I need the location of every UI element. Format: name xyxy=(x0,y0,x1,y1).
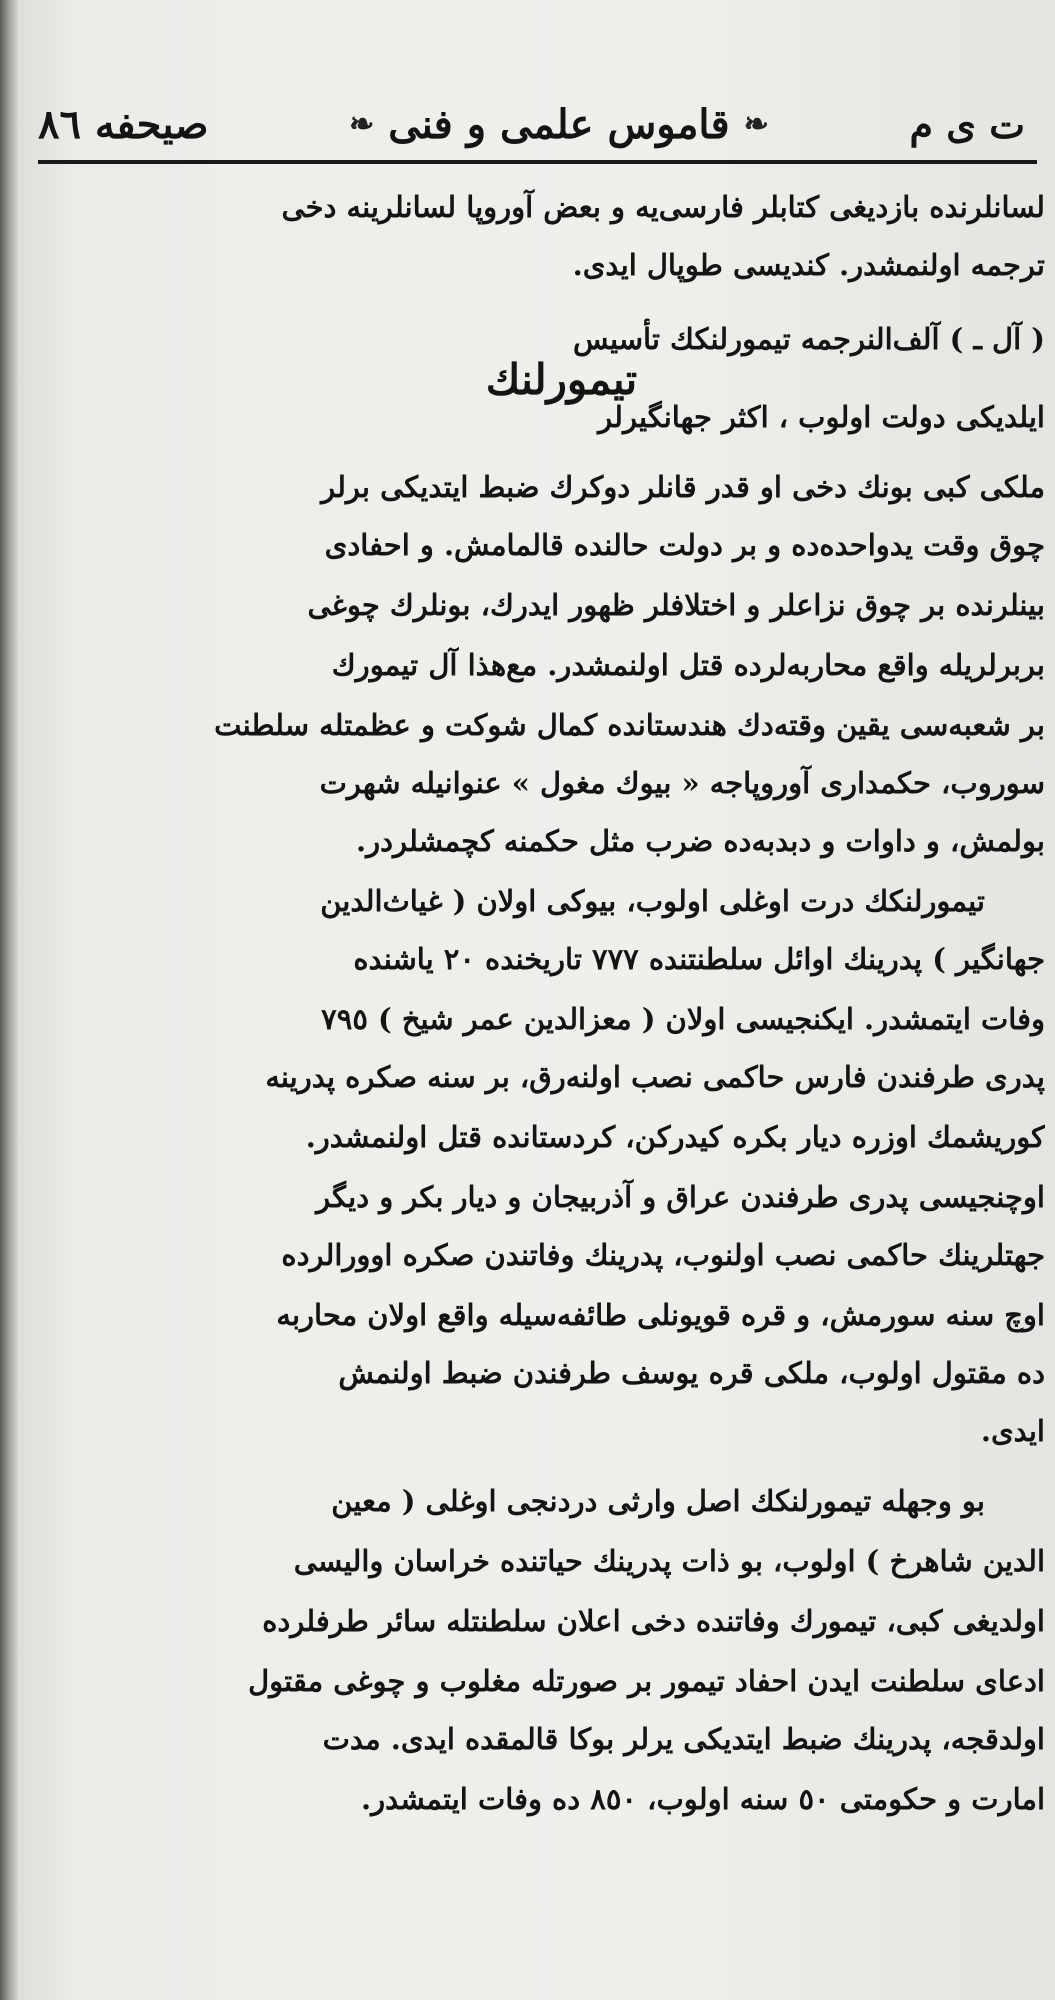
text-line: وفات ایتمشدر. ایکنجیسی اولان ( معزالدین عمر شیخ ) ٧٩٥ xyxy=(321,1002,1045,1036)
text-line: بولمش، و داوات و دبدبه‌ده ضرب مثل حکمنه کچمشلردر. xyxy=(356,824,1045,858)
text-line: ادعای سلطنت ایدن احفاد تیمور بر صورتله مغلوب و چوغی مقتول xyxy=(248,1664,1045,1698)
running-title-group xyxy=(349,101,769,148)
text-line: ( آل ـ ) آلف‌النرجمه تیمورلنکك تأسیس xyxy=(573,322,1045,356)
text-line: تیمورلنکك درت اوغلی اولوب، بیوکی اولان ( غیاث‌الدین xyxy=(320,884,985,918)
text-line: لسانلرنده بازدیغی کتابلر فارسی‌یه و بعض آوروپا لسانلرینه دخی xyxy=(281,190,1045,224)
text-line: ترجمه اولنمشدر. کندیسی طوپال ایدی. xyxy=(572,248,1045,282)
volume-label: ت ی م xyxy=(909,101,1025,147)
text-line: پدری طرفندن فارس حاکمی نصب اولنه‌رق، بر سنه صکره پدرینه xyxy=(265,1060,1045,1094)
page-number: صیحفه ٨٦ xyxy=(38,100,209,148)
text-line: اوچ سنه سورمش، و قره قویونلی طائفه‌سیله واقع اولان محاربه xyxy=(276,1298,1045,1332)
text-line: بر شعبه‌سی یقین وقته‌دك هندستانده کمال شوکت و عظمتله سلطنت xyxy=(214,708,1045,742)
text-line: ملکی کبی بونك دخی او قدر قانلر دوکرك ضبط ایتدیکی برلر xyxy=(321,470,1045,504)
page-header xyxy=(38,92,1025,156)
fleuron-icon: ❧ xyxy=(349,106,375,142)
text-line: امارت و حکومتی ٥٠ سنه اولوب، ٨٥٠ ده وفات ایتمشدر. xyxy=(361,1782,1045,1816)
text-line: جهانگیر ) پدرینك اوائل سلطنتنده ٧٧٧ تاریخنده ٢٠ یاشنده xyxy=(353,942,1045,976)
text-line: ایلدیکی دولت اولوب ، اکثر جهانگیرلر xyxy=(598,400,1045,434)
text-line: الدین شاهرخ ) اولوب، بو ذات پدرینك حیاتنده خراسان والیسی xyxy=(293,1544,1045,1578)
text-line: بربرلریله واقع محاربه‌لرده قتل اولنمشدر. مع‌هذا آل تیمورك xyxy=(331,648,1045,682)
running-title: قاموس علمی و فنی xyxy=(388,100,730,148)
text-line: اولدیغی کبی، تیمورك وفاتنده دخی اعلان سلطنتله سائر طرفلرده xyxy=(262,1604,1045,1638)
text-line: اولدقجه، پدرینك ضبط ایتدیکی یرلر بوکا قالمقده ایدی. مدت xyxy=(322,1722,1045,1756)
text-line: سوروب، حکمداری آوروپاجه « بیوك مغول » عنوانیله شهرت xyxy=(319,766,1045,800)
book-binding-edge xyxy=(0,0,18,2000)
text-line: اوچنجیسی پدری طرفندن عراق و آذربیجان و دیار بکر و دیگر xyxy=(316,1180,1045,1214)
header-rule xyxy=(38,160,1037,164)
text-line: کوریشمك اوزره دیار بکره کیدرکن، کردستانده قتل اولنمشدر. xyxy=(305,1120,1045,1154)
text-line: بو وجهله تیمورلنکك اصل وارثی دردنجی اوغلی ( معین xyxy=(331,1484,985,1518)
text-line: بینلرنده بر چوق نزاعلر و اختلافلر ظهور ایدرك، بونلرك چوغی xyxy=(307,588,1045,622)
fleuron-icon: ❧ xyxy=(743,106,769,142)
text-line: ده مقتول اولوب، ملکی قره یوسف طرفندن ضبط اولنمش xyxy=(338,1356,1045,1390)
book-page xyxy=(18,0,1055,2000)
text-line: چوق وقت یدواحده‌ده و بر دولت حالنده قالمامش. و احفادی xyxy=(324,528,1045,562)
entry-title: تیمورلنك xyxy=(485,355,638,404)
text-line: جهتلرینك حاکمی نصب اولنوب، پدرینك وفاتندن صکره اوورالرده xyxy=(281,1238,1045,1272)
text-line: ایدی. xyxy=(980,1414,1045,1448)
article-body xyxy=(38,185,1045,1985)
